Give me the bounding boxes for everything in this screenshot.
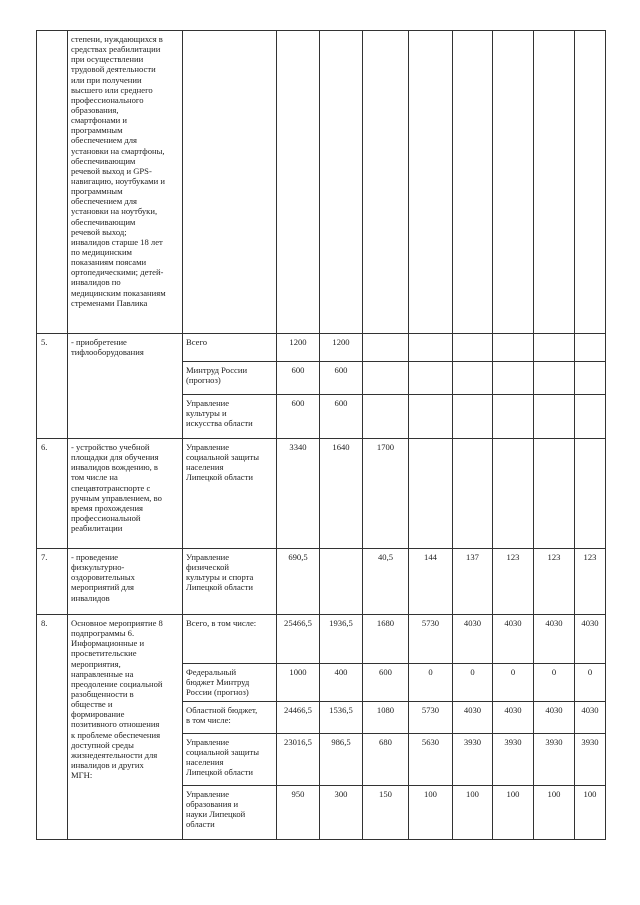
value-cell: 1936,5 (320, 615, 363, 664)
value-cell: 1680 (363, 615, 409, 664)
value-cell: 4030 (575, 702, 606, 734)
value-cell (409, 31, 453, 334)
value-cell: 690,5 (277, 549, 320, 615)
value-cell (493, 395, 534, 439)
value-cell: 600 (320, 395, 363, 439)
value-cell (575, 439, 606, 549)
value-cell: 1200 (277, 334, 320, 362)
measure-description: степени, нуждающихся в средствах реабилитации при осуществлении трудовой деятельности или при получении высшего или среднего профессионального образования, смартфонами и программным обеспечением для установки на смартфоны, обеспечивающим речевой выход и GPS- навигацию, ноутбуками и программным обеспечением для установки на ноутбуки, обеспечивающим речевой выход; инвалидов старше 18 лет по медицинским показаниям поясами ортопедическими; детей- инвалидов по медицинским показаниям стременами Павлика (68, 31, 183, 334)
value-cell: 1080 (363, 702, 409, 734)
value-cell: 4030 (453, 615, 493, 664)
value-cell: 100 (453, 786, 493, 840)
value-cell: 100 (493, 786, 534, 840)
value-cell: 300 (320, 786, 363, 840)
value-cell: 4030 (453, 702, 493, 734)
value-cell: 1640 (320, 439, 363, 549)
funding-source: Управление социальной защиты населения Липецкой области (183, 439, 277, 549)
value-cell: 1000 (277, 664, 320, 702)
row-number: 5. (37, 334, 68, 439)
value-cell: 4030 (575, 615, 606, 664)
value-cell: 100 (575, 786, 606, 840)
value-cell (534, 31, 575, 334)
value-cell: 600 (320, 362, 363, 395)
value-cell: 100 (534, 786, 575, 840)
value-cell: 986,5 (320, 734, 363, 786)
value-cell (320, 31, 363, 334)
value-cell (363, 31, 409, 334)
value-cell: 25466,5 (277, 615, 320, 664)
value-cell: 5730 (409, 615, 453, 664)
value-cell: 0 (534, 664, 575, 702)
value-cell (320, 549, 363, 615)
value-cell (575, 395, 606, 439)
funding-source: Управление образования и науки Липецкой области (183, 786, 277, 840)
funding-source: Всего, в том числе: (183, 615, 277, 664)
value-cell: 0 (493, 664, 534, 702)
value-cell: 1536,5 (320, 702, 363, 734)
value-cell: 4030 (534, 702, 575, 734)
value-cell (534, 395, 575, 439)
value-cell (277, 31, 320, 334)
value-cell (409, 362, 453, 395)
funding-source: Управление физической культуры и спорта Липецкой области (183, 549, 277, 615)
value-cell: 0 (453, 664, 493, 702)
value-cell: 5630 (409, 734, 453, 786)
measure-description: - приобретение тифлооборудования (68, 334, 183, 439)
table-row (37, 439, 606, 549)
value-cell: 23016,5 (277, 734, 320, 786)
value-cell: 400 (320, 664, 363, 702)
value-cell: 1700 (363, 439, 409, 549)
value-cell (453, 395, 493, 439)
value-cell (453, 439, 493, 549)
funding-source: Областной бюджет, в том числе: (183, 702, 277, 734)
value-cell: 150 (363, 786, 409, 840)
budget-table (36, 30, 606, 840)
value-cell: 680 (363, 734, 409, 786)
value-cell: 600 (277, 395, 320, 439)
value-cell: 600 (363, 664, 409, 702)
value-cell (534, 439, 575, 549)
row-number: 7. (37, 549, 68, 615)
funding-source: Управление социальной защиты населения Липецкой области (183, 734, 277, 786)
value-cell: 950 (277, 786, 320, 840)
value-cell (534, 334, 575, 362)
value-cell: 3930 (575, 734, 606, 786)
value-cell: 123 (575, 549, 606, 615)
value-cell (409, 439, 453, 549)
value-cell (453, 31, 493, 334)
table-row (37, 31, 606, 334)
value-cell (493, 31, 534, 334)
value-cell (363, 362, 409, 395)
funding-source: Всего (183, 334, 277, 362)
value-cell (493, 362, 534, 395)
value-cell: 144 (409, 549, 453, 615)
value-cell: 123 (534, 549, 575, 615)
value-cell (453, 362, 493, 395)
value-cell: 5730 (409, 702, 453, 734)
table-row (37, 334, 606, 362)
value-cell (493, 439, 534, 549)
value-cell (453, 334, 493, 362)
value-cell: 40,5 (363, 549, 409, 615)
value-cell (534, 362, 575, 395)
value-cell: 3930 (493, 734, 534, 786)
row-number (37, 31, 68, 334)
row-number: 8. (37, 615, 68, 840)
value-cell: 100 (409, 786, 453, 840)
value-cell: 4030 (493, 615, 534, 664)
row-number: 6. (37, 439, 68, 549)
funding-source: Минтруд России (прогноз) (183, 362, 277, 395)
value-cell: 600 (277, 362, 320, 395)
value-cell: 24466,5 (277, 702, 320, 734)
measure-description: Основное мероприятие 8 подпрограммы 6. Информационные и просветительские мероприятия, направленные на преодоление социальной разобщенности в обществе и формирование позитивного отношения к проблеме обеспечения доступной среды жизнедеятельности для инвалидов и других МГН: (68, 615, 183, 840)
table-row (37, 615, 606, 664)
value-cell: 123 (493, 549, 534, 615)
budget-table-page (36, 30, 605, 840)
value-cell: 0 (575, 664, 606, 702)
table-body (37, 31, 606, 840)
value-cell: 0 (409, 664, 453, 702)
value-cell: 137 (453, 549, 493, 615)
value-cell (575, 31, 606, 334)
value-cell (493, 334, 534, 362)
value-cell (363, 334, 409, 362)
measure-description: - проведение физкультурно- оздоровительных мероприятий для инвалидов (68, 549, 183, 615)
value-cell: 4030 (493, 702, 534, 734)
value-cell (409, 395, 453, 439)
funding-source: Федеральный бюджет Минтруд России (прогноз) (183, 664, 277, 702)
value-cell (575, 334, 606, 362)
value-cell: 1200 (320, 334, 363, 362)
value-cell (363, 395, 409, 439)
funding-source (183, 31, 277, 334)
value-cell (575, 362, 606, 395)
table-row (37, 549, 606, 615)
value-cell (409, 334, 453, 362)
funding-source: Управление культуры и искусства области (183, 395, 277, 439)
measure-description: - устройство учебной площадки для обучения инвалидов вождению, в том числе на спецавтотранспорте с ручным управлением, во время прохождения профессиональной реабилитации (68, 439, 183, 549)
value-cell: 3930 (453, 734, 493, 786)
value-cell: 4030 (534, 615, 575, 664)
value-cell: 3930 (534, 734, 575, 786)
value-cell: 3340 (277, 439, 320, 549)
